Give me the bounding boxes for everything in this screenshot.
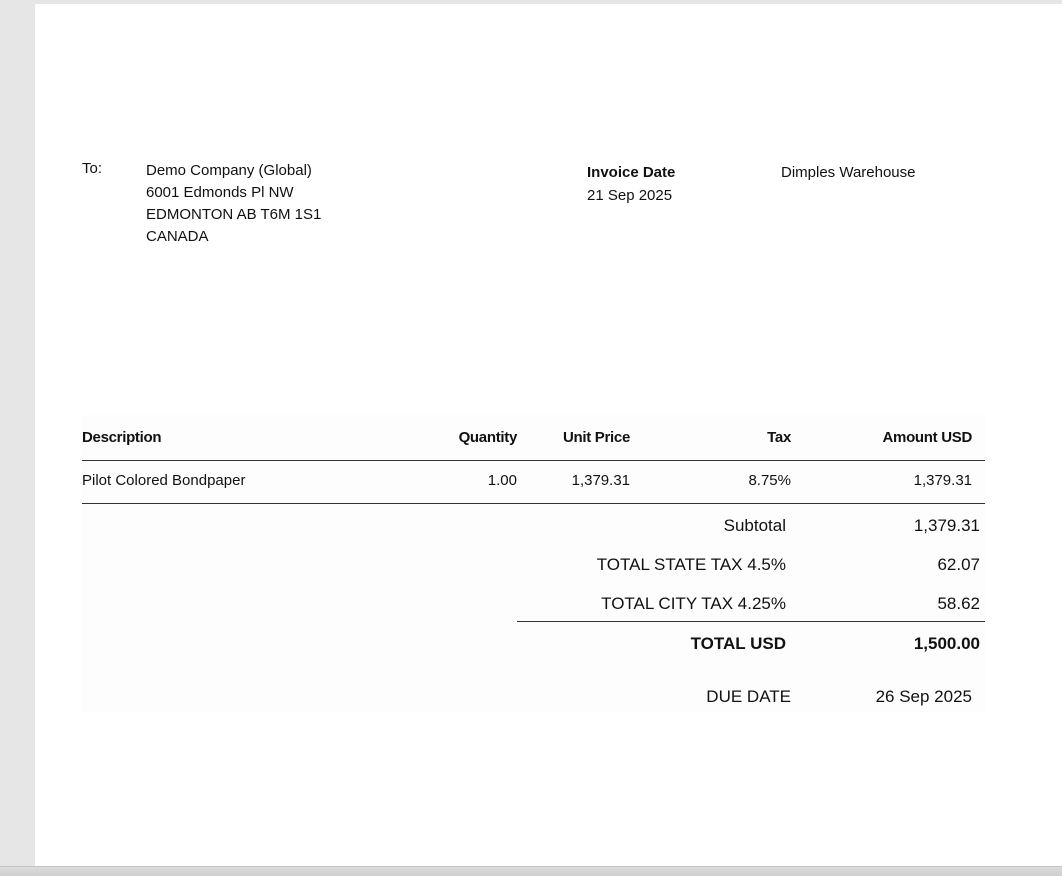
invoice-date-label: Invoice Date (587, 164, 676, 181)
header-divider (82, 460, 985, 461)
recipient-country: CANADA (146, 228, 209, 245)
line-items-table (81, 415, 985, 712)
city-tax-value: 58.62 (937, 594, 980, 613)
row-amount: 1,379.31 (913, 472, 972, 489)
subtotal-label: Subtotal (723, 516, 786, 535)
subtotal-value: 1,379.31 (913, 516, 980, 535)
city-tax-label: TOTAL CITY TAX 4.25% (601, 594, 786, 613)
header-unit-price: Unit Price (562, 429, 630, 446)
sender-name: Dimples Warehouse (781, 164, 916, 181)
state-tax-value: 62.07 (937, 555, 980, 574)
total-label: TOTAL USD (690, 634, 786, 653)
header-amount: Amount USD (882, 429, 972, 446)
totals-divider (517, 621, 985, 622)
state-tax-label: TOTAL STATE TAX 4.5% (596, 555, 786, 574)
recipient-street: 6001 Edmonds Pl NW (146, 184, 294, 201)
row-unit-price: 1,379.31 (571, 472, 630, 489)
row-description: Pilot Colored Bondpaper (82, 472, 246, 489)
to-label: To: (82, 160, 103, 177)
row-quantity: 1.00 (487, 472, 517, 489)
header-description: Description (82, 429, 162, 446)
invoice-date: 21 Sep 2025 (587, 187, 673, 204)
invoice-page (35, 4, 1062, 866)
recipient-address (146, 160, 321, 248)
row-tax: 8.75% (748, 472, 791, 489)
due-date-value: 26 Sep 2025 (875, 687, 972, 706)
due-date-label: DUE DATE (706, 687, 791, 706)
recipient-city: EDMONTON AB T6M 1S1 (146, 206, 322, 223)
row-divider (82, 503, 985, 504)
header-tax: Tax (767, 429, 791, 446)
header-quantity: Quantity (458, 429, 517, 446)
total-value: 1,500.00 (913, 634, 980, 653)
recipient-name: Demo Company (Global) (146, 162, 312, 179)
